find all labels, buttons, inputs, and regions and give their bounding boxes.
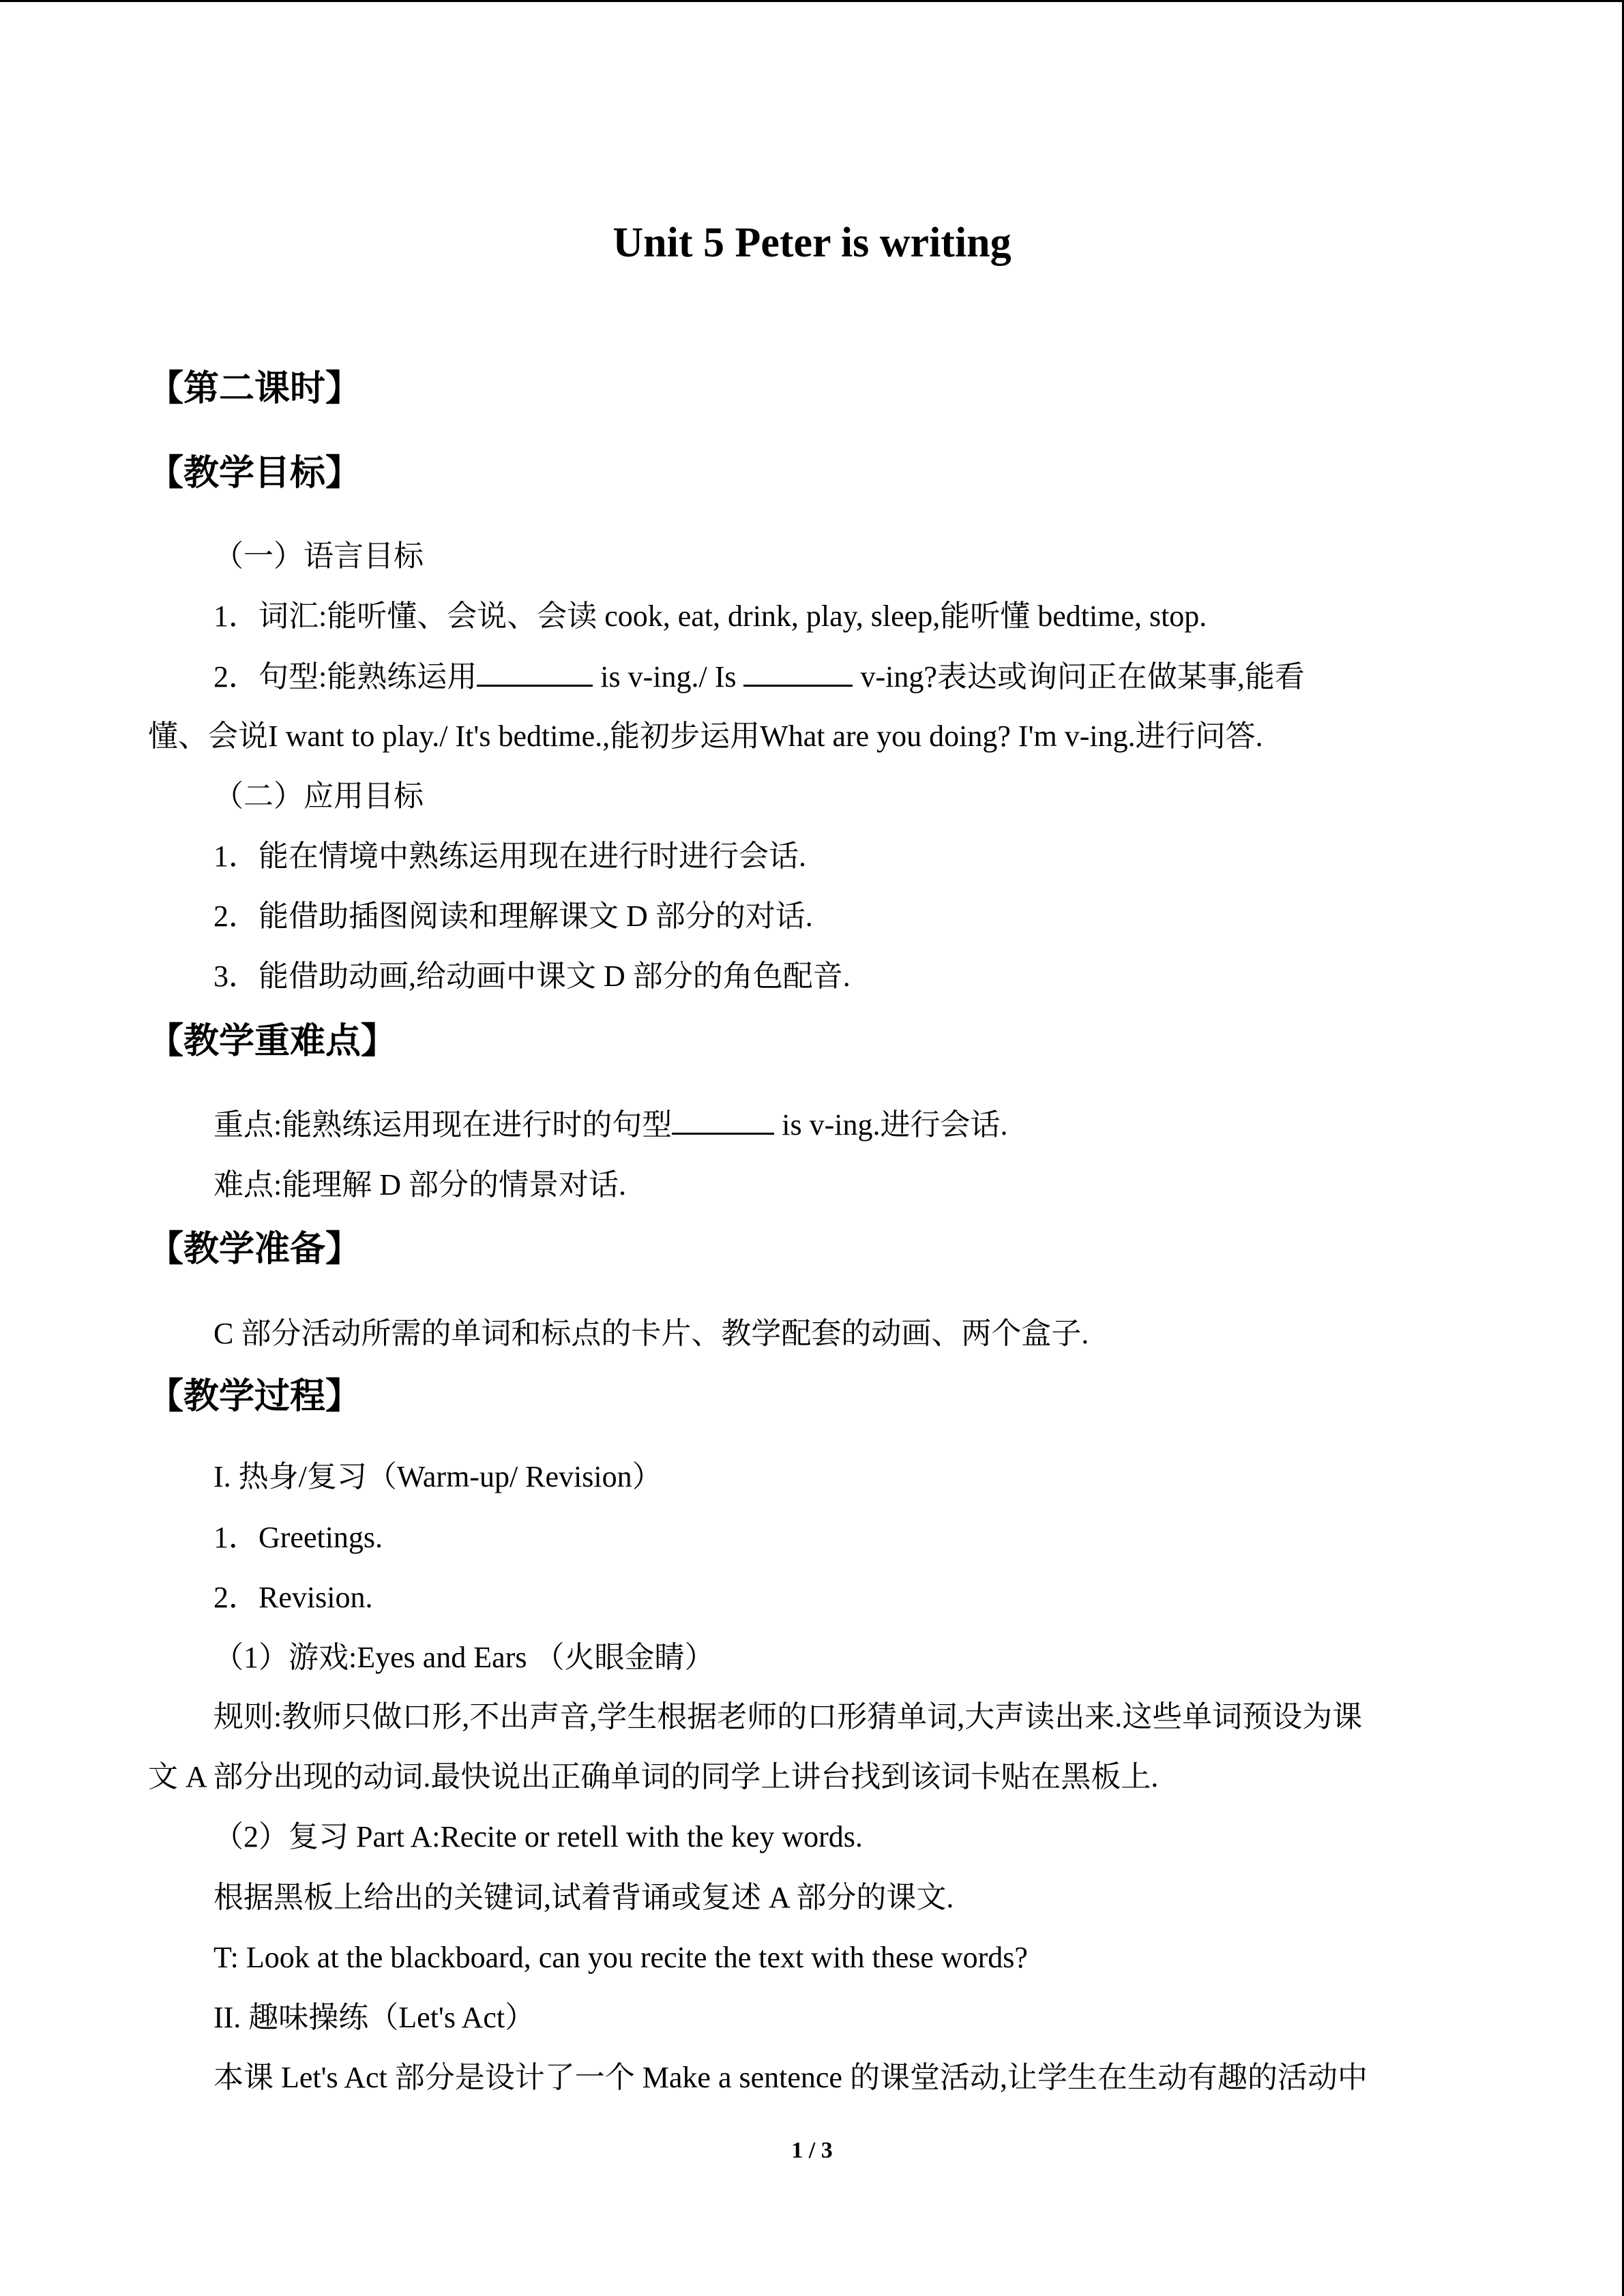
vocabulary-objective: 1．词汇:能听懂、会说、会读 cook, eat, drink, play, sleep,能听懂 bedtime, stop. [213,599,1207,633]
key-point-line [213,1101,1007,1149]
process-greetings: 1．Greetings. [213,1521,383,1554]
sentence-pattern-text: Is [714,660,744,694]
teacher-line: T: Look at the blackboard, can you recite the text with these words? [213,1941,1028,1974]
key-point-text: 重点:能熟练运用现在进行时的句型 [213,1108,673,1142]
sentence-pattern-text: 2．句型:能熟练运用 [213,660,477,694]
section-heading-keypoints: 【教学重难点】 [148,1022,397,1061]
sentence-pattern-continuation: 懂、会说I want to play./ It's bedtime.,能初步运用What are you doing? I'm v-ing.进行问答. [148,719,1263,753]
key-point-text: is v-ing.进行会话. [774,1108,1008,1142]
difficult-point: 难点:能理解 D 部分的情景对话. [213,1168,626,1202]
process-review-cn: 根据黑板上给出的关键词,试着背诵或复述 A 部分的课文. [213,1881,954,1914]
document-title: Unit 5 Peter is writing [612,220,1012,266]
fill-blank-3 [672,1105,774,1135]
act-description: 本课 Let's Act 部分是设计了一个 Make a sentence 的课堂活动,让学生在生动有趣的活动中 [213,2061,1368,2094]
sentence-pattern-text: / [698,660,715,694]
language-objective-title: （一）语言目标 [213,539,424,573]
application-objective-1: 1．能在情境中熟练运用现在进行时进行会话. [213,839,806,873]
process-revision: 2．Revision. [213,1581,373,1614]
fill-blank-2 [743,657,853,687]
sentence-pattern-line [213,653,1305,701]
sentence-pattern-text: 表达或询问正在做某事,能看 [936,660,1305,694]
process-step-act: II. 趣味操练（Let's Act） [213,2001,535,2034]
application-objective-3: 3．能借助动画,给动画中课文 D 部分的角色配音. [213,959,851,993]
section-heading-process: 【教学过程】 [148,1377,361,1416]
section-heading-lesson: 【第二课时】 [148,370,361,408]
page-number: 1 / 3 [791,2138,833,2163]
process-step-warmup: I. 热身/复习（Warm-up/ Revision） [213,1460,662,1493]
process-review: （2）复习 Part A:Recite or retell with the key words. [213,1820,863,1853]
game-rule-line-2: 文 A 部分出现的动词.最快说出正确单词的同学上讲台找到该词卡贴在黑板上. [148,1760,1159,1793]
application-objective-2: 2．能借助插图阅读和理解课文 D 部分的对话. [213,899,813,933]
section-heading-preparation: 【教学准备】 [148,1230,361,1269]
fill-blank-1 [477,657,593,687]
game-rule-line-1: 规则:教师只做口形,不出声音,学生根据老师的口形猜单词,大声读出来.这些单词预设为课 [213,1700,1363,1733]
section-heading-objectives: 【教学目标】 [148,454,361,493]
sentence-pattern-text: is v-ing. [593,660,699,694]
application-objective-title: （二）应用目标 [213,779,424,813]
process-game: （1）游戏:Eyes and Ears （火眼金睛） [213,1641,715,1674]
sentence-pattern-text: v-ing? [853,660,937,694]
preparation-text: C 部分活动所需的单词和标点的卡片、教学配套的动画、两个盒子. [213,1317,1089,1350]
